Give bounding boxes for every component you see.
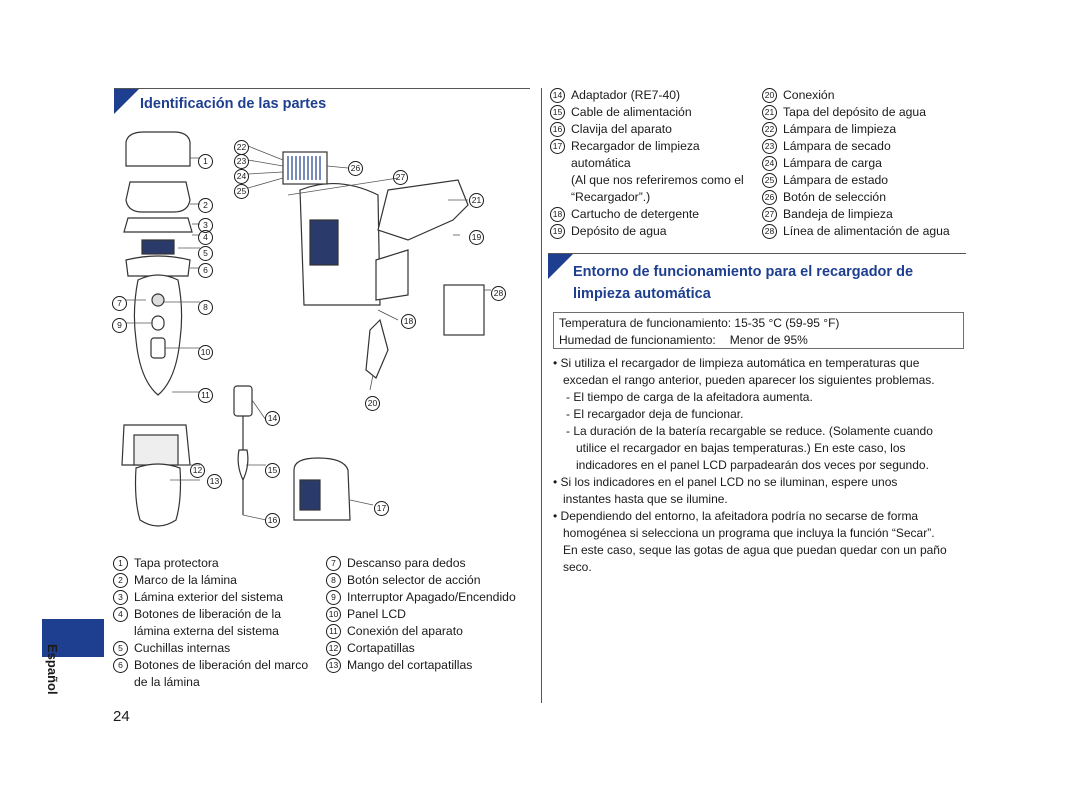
dash-text: - La duración de la batería recargable se reduce. (Solamente cuando [566,424,933,438]
bullet-text: En este caso, seque las gotas de agua que puedan quedar con un paño [563,543,947,557]
callout-9: 9 [112,318,127,333]
title-line: Entorno de funcionamiento para el recargador de [573,264,914,280]
part-number: 22 [762,122,777,137]
callout-26: 26 [348,161,363,176]
part-number: 14 [550,88,565,103]
dash-text: indicadores en el panel LCD parpadearán dos veces por segundo. [576,458,929,472]
part-item [762,138,972,155]
humidity-value: Menor de 95% [729,333,808,347]
dash-text: - El recargador deja de funcionar. [566,407,744,421]
dash-text: - El tiempo de carga de la afeitadora aumenta. [566,390,813,404]
part-number: 2 [113,573,128,588]
part-item [762,223,972,240]
callout-13: 13 [207,474,222,489]
callout-21: 21 [469,193,484,208]
callout-27: 27 [393,170,408,185]
callout-4: 4 [198,230,213,245]
callout-1: 1 [198,154,213,169]
part-number: 13 [326,658,341,673]
part-item [326,640,536,657]
part-item [326,606,536,623]
part-item [326,572,536,589]
part-item [550,138,755,155]
part-item [762,206,972,223]
section-marker [114,88,140,114]
part-number: 10 [326,607,341,622]
part-label: Botones de liberación de la [134,607,282,621]
page-number: 24 [113,708,130,725]
environment-box [553,312,964,349]
section-rule [548,253,966,254]
part-item [762,189,972,206]
callout-6: 6 [198,263,213,278]
part-label: Bandeja de limpieza [783,207,893,221]
part-label: Panel LCD [347,607,406,621]
parts-list-right-b [762,87,972,240]
parts-list-left [113,555,328,691]
part-number: 16 [550,122,565,137]
parts-list-right-a [550,87,755,240]
section-title-environment [573,261,973,305]
part-label: Recargador de limpieza [571,139,700,153]
part-number: 11 [326,624,341,639]
part-label: Lámina exterior del sistema [134,590,284,604]
part-item [113,555,328,572]
part-number: 5 [113,641,128,656]
part-number: 21 [762,105,777,120]
part-label: Interruptor Apagado/Encendido [347,590,516,604]
part-number: 12 [326,641,341,656]
humidity-label: Humedad de funcionamiento: [559,333,716,347]
part-item [550,121,755,138]
section-rule [114,88,530,89]
part-label: Conexión del aparato [347,624,463,638]
part-item [326,623,536,640]
part-label: Adaptador (RE7-40) [571,88,681,102]
part-label: Clavija del aparato [571,122,672,136]
part-item [113,572,328,589]
part-item [113,657,328,674]
part-item [550,104,755,121]
part-item [326,657,536,674]
part-item [762,172,972,189]
callout-15: 15 [265,463,280,478]
part-item [326,555,536,572]
bullet-text: seco. [563,560,592,574]
section-marker [548,253,574,279]
part-label: Cortapatillas [347,641,415,655]
part-number: 19 [550,224,565,239]
part-number: 24 [762,156,777,171]
part-item [762,155,972,172]
callout-16: 16 [265,513,280,528]
part-number: 26 [762,190,777,205]
callout-5: 5 [198,246,213,261]
part-label: Botones de liberación del marco [134,658,309,672]
part-label: Lámpara de limpieza [783,122,897,136]
callout-28: 28 [491,286,506,301]
part-label: Lámpara de carga [783,156,882,170]
parts-illustration [108,120,528,550]
callout-10: 10 [198,345,213,360]
part-label: Marco de la lámina [134,573,237,587]
callout-19: 19 [469,230,484,245]
callout-23: 23 [234,154,249,169]
callout-2: 2 [198,198,213,213]
part-label: Cable de alimentación [571,105,692,119]
part-item [550,223,755,240]
callout-14: 14 [265,411,280,426]
part-number: 27 [762,207,777,222]
part-number: 8 [326,573,341,588]
part-item [550,206,755,223]
callout-3: 3 [198,218,213,233]
part-number: 20 [762,88,777,103]
callout-24: 24 [234,169,249,184]
callout-25: 25 [234,184,249,199]
part-item [326,589,536,606]
part-label: Cartucho de detergente [571,207,700,221]
part-item [113,589,328,606]
part-item [762,121,972,138]
callout-7: 7 [112,296,127,311]
part-label: Lámpara de secado [783,139,891,153]
part-label: Lámpara de estado [783,173,889,187]
callout-18: 18 [401,314,416,329]
part-item [113,606,328,623]
part-label: Mango del cortapatillas [347,658,473,672]
part-item [762,87,972,104]
part-number: 4 [113,607,128,622]
column-divider [541,88,542,703]
callout-12: 12 [190,463,205,478]
part-label: Tapa protectora [134,556,219,570]
bullet-text: instantes hasta que se ilumine. [563,492,728,506]
part-label: Tapa del depósito de agua [783,105,926,119]
part-number: 15 [550,105,565,120]
part-number: 17 [550,139,565,154]
part-label-cont: (Al que nos referiremos como el [571,173,744,187]
part-number: 18 [550,207,565,222]
part-number: 23 [762,139,777,154]
bullet-text: excedan el rango anterior, pueden aparecer los siguientes problemas. [563,373,935,387]
part-number: 25 [762,173,777,188]
part-number: 3 [113,590,128,605]
part-label-cont: automática [571,156,631,170]
part-label-cont: de la lámina [134,675,200,689]
part-number: 6 [113,658,128,673]
part-label: Botón selector de acción [347,573,481,587]
part-number: 7 [326,556,341,571]
notes-list [553,355,963,576]
part-label: Conexión [783,88,835,102]
part-label-cont: “Recargador”.) [571,190,651,204]
humidity-row [559,332,963,349]
part-label-cont: lámina externa del sistema [134,624,279,638]
part-label: Línea de alimentación de agua [783,224,950,238]
language-label: Español [45,644,60,695]
callout-11: 11 [198,388,213,403]
bullet-text: • Si utiliza el recargador de limpieza automática en temperaturas que [553,356,920,370]
part-item [550,87,755,104]
callout-22: 22 [234,140,249,155]
part-label: Depósito de agua [571,224,667,238]
bullet-text: • Si los indicadores en el panel LCD no se iluminan, espere unos [553,475,898,489]
part-number: 9 [326,590,341,605]
part-label: Botón de selección [783,190,886,204]
bullet-text: homogénea si selecciona un programa que incluya la función “Secar”. [563,526,935,540]
part-item [113,640,328,657]
dash-text: utilice el recargador en bajas temperaturas.) En este caso, los [576,441,906,455]
callout-8: 8 [198,300,213,315]
part-label: Descanso para dedos [347,556,466,570]
part-number: 1 [113,556,128,571]
temperature-text: Temperatura de funcionamiento: 15-35 °C (59-95 °F) [559,316,840,330]
parts-list-mid [326,555,536,674]
bullet-text: • Dependiendo del entorno, la afeitadora podría no secarse de forma [553,509,919,523]
part-number: 28 [762,224,777,239]
callout-17: 17 [374,501,389,516]
part-label: Cuchillas internas [134,641,231,655]
section-title-parts: Identificación de las partes [140,96,327,112]
title-line: limpieza automática [573,286,711,302]
callout-20: 20 [365,396,380,411]
part-item [762,104,972,121]
